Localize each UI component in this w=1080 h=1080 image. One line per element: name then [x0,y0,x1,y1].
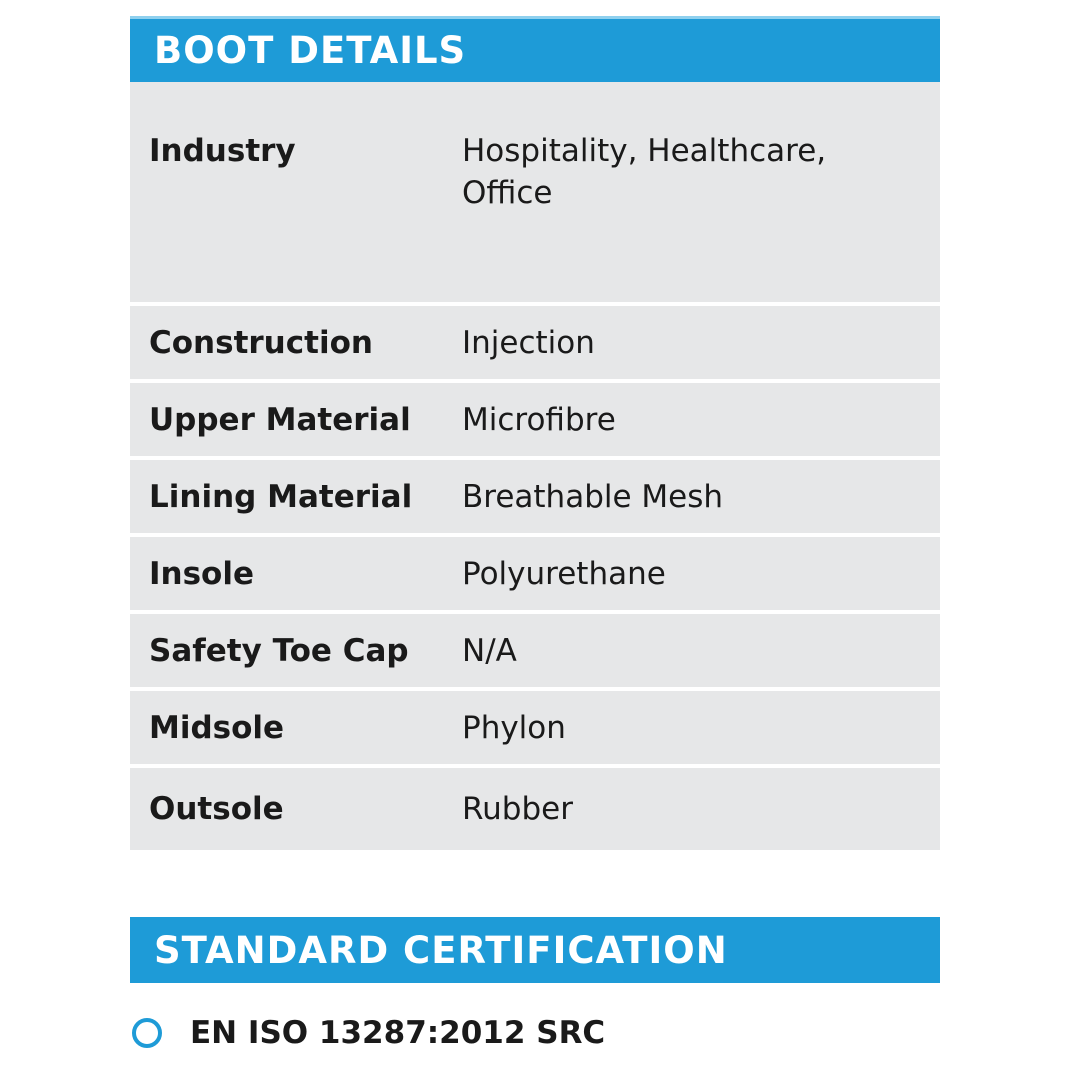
spec-value: Phylon [462,709,566,746]
spec-value: Microfibre [462,401,616,438]
spec-label: Industry [149,133,296,169]
spec-label: Insole [149,555,255,592]
spec-row-industry [130,82,940,306]
spec-table [130,82,940,850]
spec-value: Polyurethane [462,555,666,592]
spec-value: Injection [462,324,595,361]
spec-row-lining-material [130,460,940,537]
standard-certification-panel [130,917,940,1051]
spec-row-midsole [130,691,940,768]
standard-certification-header [130,917,940,983]
standard-certification-title: STANDARD CERTIFICATION [154,928,728,972]
spec-row-insole [130,537,940,614]
spec-label: Construction [149,324,373,361]
spec-row-outsole [130,768,940,850]
certification-item [130,1015,940,1051]
spec-label: Outsole [149,791,284,827]
spec-value: Rubber [462,791,573,827]
spec-label: Upper Material [149,401,411,438]
boot-details-header [130,16,940,82]
spec-row-upper-material [130,383,940,460]
spec-label: Lining Material [149,478,413,515]
spec-value: N/A [462,632,517,669]
spec-row-safety-toe-cap [130,614,940,691]
boot-details-title: BOOT DETAILS [154,29,467,72]
spec-value: Hospitality, Healthcare, Office [462,133,827,211]
spec-row-construction [130,306,940,383]
spec-label: Midsole [149,709,285,746]
spec-label: Safety Toe Cap [149,632,409,669]
boot-details-panel [130,16,940,850]
spec-value: Breathable Mesh [462,478,724,515]
circle-outline-icon [132,1018,162,1048]
certification-text: EN ISO 13287:2012 SRC [190,1015,606,1051]
